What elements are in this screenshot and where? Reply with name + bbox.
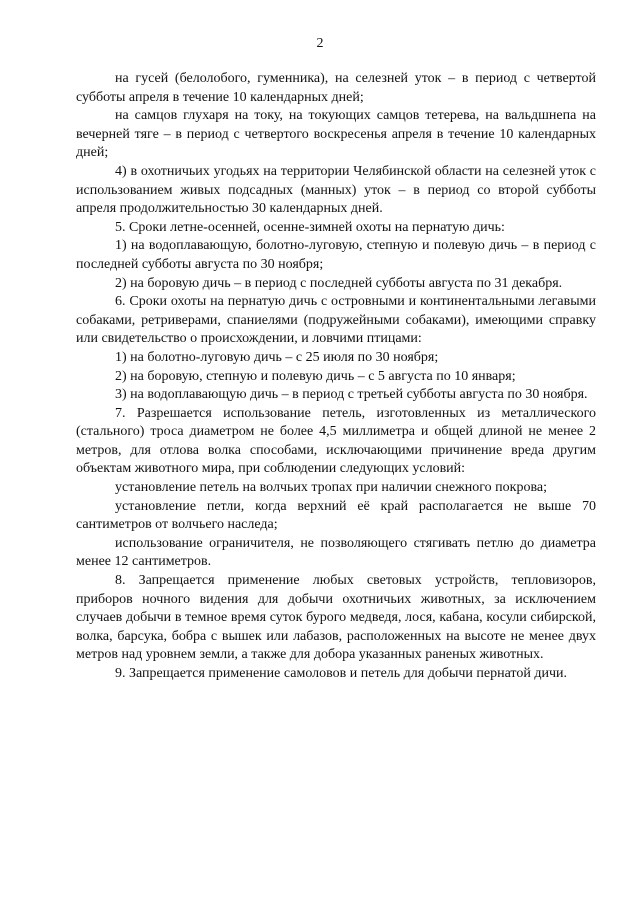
- paragraph-capercaillie-grouse: на самцов глухаря на току, на токующих самцов тетерева, на вальдшнепа на вечерней тяге – в период с четвертого воскресенья апреля в течение 10 календарных дней;: [76, 108, 596, 161]
- paragraph-5-item-1: 1) на водоплавающую, болотно-луговую, степную и полевую дичь – в период с последней субботы августа по 30 ноября;: [76, 238, 596, 272]
- paragraph-7-condition-3: использование ограничителя, не позволяющего стягивать петлю до диаметра менее 12 сантиметров.: [76, 535, 596, 570]
- paragraph-7-condition-1: установление петель на волчьих тропах при наличии снежного покрова;: [115, 480, 547, 496]
- paragraph-6-item-2: 2) на боровую, степную и полевую дичь – с 5 августа по 10 января;: [115, 368, 516, 384]
- paragraph-section-9: 9. Запрещается применение самоловов и петель для добычи пернатой дичи.: [115, 666, 568, 681]
- paragraph-7-condition-2: установление петли, когда верхний её край располагается не выше 70 сантиметров от волчьего наследа;: [76, 498, 596, 533]
- paragraph-section-6-heading: 6. Сроки охоты на пернатую дичь с островными и континентальными легавыми собаками, ретриверами, спаниелями (подружейными собаками), имеющими справку или свидетельство о происхождении, и ловчими птицами:: [76, 294, 596, 347]
- paragraph-section-8: 8. Запрещается применение любых световых устройств, тепловизоров, приборов ночного видения для добычи охотничьих животных, за исключением случаев добычи в темное время суток бурого медведя, лося, кабана, косули сибирской, волка, барсука, бобра с вышек или лабазов, расположенных на высоте не менее двух метров над уровнем земли, а также для добора указанных раненых животных.: [76, 573, 596, 663]
- page-number: 2: [316, 36, 324, 51]
- paragraph-section-5-heading: 5. Сроки летне-осенней, осенне-зимней охоты на пернатую дичь:: [115, 219, 505, 235]
- paragraph-6-item-1: 1) на болотно-луговую дичь – с 25 июля по 30 ноября;: [115, 349, 439, 365]
- paragraph-section-7: 7. Разрешается использование петель, изготовленных из металлического (стального) троса диаметром не более 4,5 миллиметра и общей длиной не менее 2 метров, для отлова волка способами, исключающими причинение вреда другим объектам животного мира, при соблюдении следующих условий:: [76, 405, 596, 477]
- paragraph-5-item-2: 2) на боровую дичь – в период с последней субботы августа по 31 декабря.: [115, 275, 563, 291]
- paragraph-6-item-3: 3) на водоплавающую дичь – в период с третьей субботы августа по 30 ноября.: [115, 387, 588, 403]
- paragraph-item-4-decoy-ducks: 4) в охотничьих угодьях на территории Челябинской области на селезней уток с использованием живых подсадных (манных) уток – в период со второй субботы апреля продолжительностью 30 календарных дней.: [76, 163, 596, 217]
- paragraph-geese-ducks: на гусей (белолобого, гуменника), на селезней уток – в период с четвертой субботы апреля в течение 10 календарных дней;: [76, 71, 596, 105]
- document-body: [76, 70, 596, 684]
